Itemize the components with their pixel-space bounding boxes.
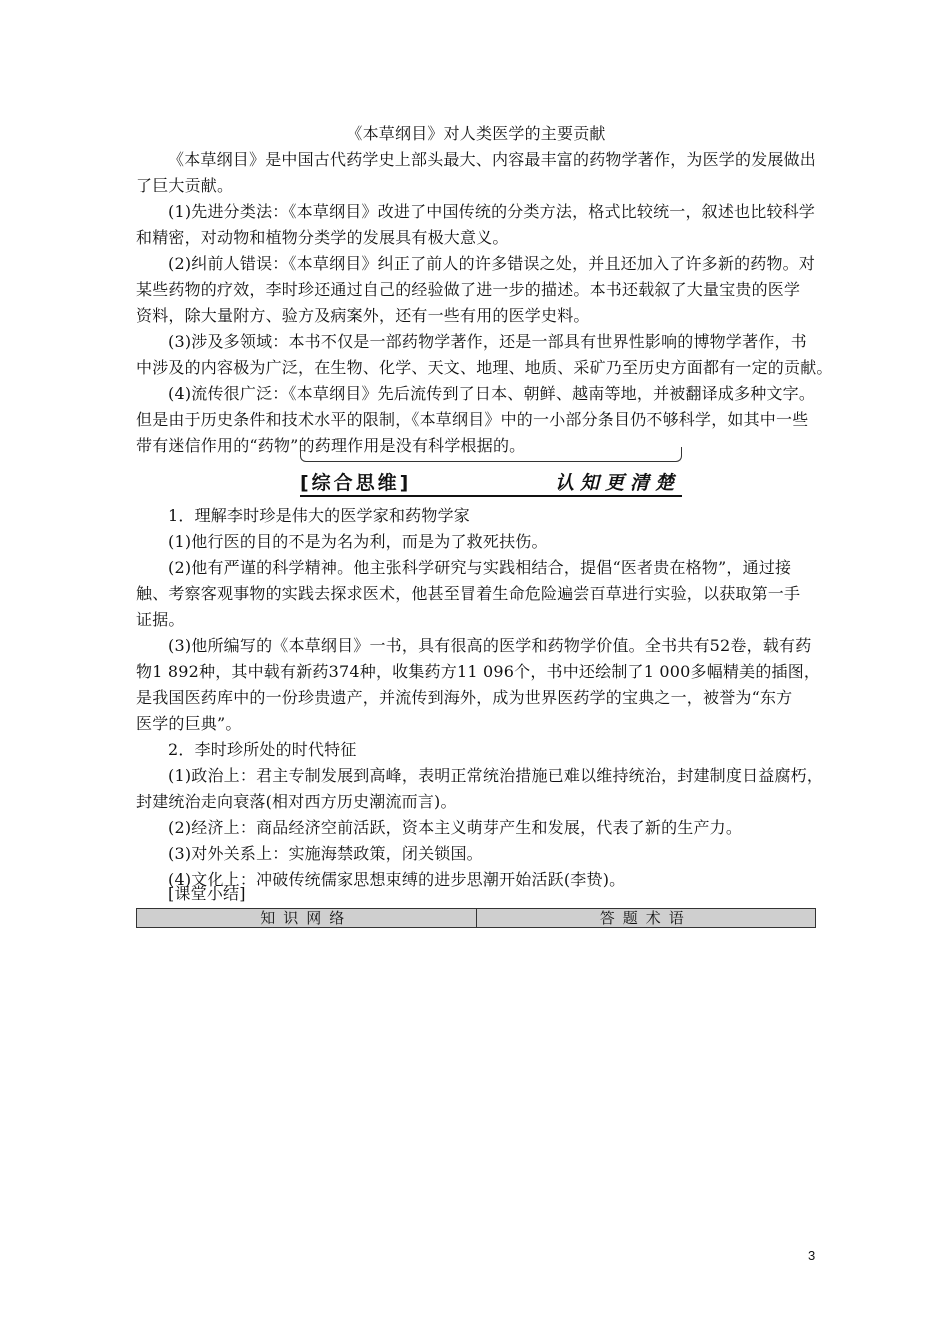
thinking-line: 证据。 <box>136 610 185 629</box>
banner-subheading: 认知更清楚 <box>554 472 680 494</box>
thinking-line: 触、考察客观事物的实践去探求医术，他甚至冒着生命危险遍尝百草进行实验，以获取第一手 <box>136 584 801 603</box>
summary-table <box>136 908 816 928</box>
thinking-line: 1．理解李时珍是伟大的医学家和药物学家 <box>168 506 470 525</box>
paragraph-line: 资料，除大量附方、验方及病案外，还有一些有用的医学史料。 <box>136 306 590 325</box>
thinking-line: 医学的巨典”。 <box>136 714 242 733</box>
banner-bracket <box>300 447 682 462</box>
paragraph-line: 但是由于历史条件和技术水平的限制，《本草纲目》中的一小部分条目仍不够科学，如其中一些 <box>136 410 809 429</box>
thinking-line: 封建统治走向衰落(相对西方历史潮流而言)。 <box>136 792 457 811</box>
thinking-line: (2)经济上：商品经济空前活跃，资本主义萌芽产生和发展，代表了新的生产力。 <box>168 818 743 837</box>
summary-col-knowledge-network: 知识网络 <box>260 909 353 927</box>
paragraph-line: 中涉及的内容极为广泛，在生物、化学、天文、地理、地质、采矿乃至历史方面都有一定的贡献。 <box>136 358 833 377</box>
paragraph-line: 《本草纲目》是中国古代药学史上部头最大、内容最丰富的药物学著作，为医学的发展做出 <box>168 150 817 169</box>
paragraph-line: 某些药物的疗效，李时珍还通过自己的经验做了进一步的描述。本书还载叙了大量宝贵的医学 <box>136 280 801 299</box>
paragraph-line: (3)涉及多领域：本书不仅是一部药物学著作，还是一部具有世界性影响的博物学著作，书 <box>168 332 807 351</box>
banner-underline <box>300 495 682 497</box>
thinking-line: (1)政治上：君主专制发展到高峰，表明正常统治措施已难以维持统治，封建制度日益腐朽， <box>168 766 824 785</box>
paragraph-line: (4)流传很广泛：《本草纲目》先后流传到了日本、朝鲜、越南等地，并被翻译成多种文字。 <box>168 384 816 403</box>
thinking-line: (3)对外关系上：实施海禁政策，闭关锁国。 <box>168 844 483 863</box>
thinking-line: (4)文化上：冲破传统儒家思想束缚的进步思潮开始活跃(李贽)。 <box>168 870 626 889</box>
thinking-line: (1)他行医的目的不是为名为利，而是为了救死扶伤。 <box>168 532 548 551</box>
thinking-line: 物1 892种，其中载有新药374种，收集药方11 096个，书中还绘制了1 000多幅精美的插图， <box>136 662 821 681</box>
section-banner <box>300 447 682 497</box>
thinking-line: 2．李时珍所处的时代特征 <box>168 740 357 759</box>
paragraph-line: 了巨大贡献。 <box>136 176 234 195</box>
thinking-line: (3)他所编写的《本草纲目》一书，具有很高的医学和药物学价值。全书共有52卷，载有药 <box>168 636 812 655</box>
thinking-line: 是我国医药库中的一份珍贵遗产，并流传到海外，成为世界医药学的宝典之一，被誉为“东方 <box>136 688 793 707</box>
section-title: 《本草纲目》对人类医学的主要贡献 <box>346 124 606 143</box>
summary-col-answer-terms: 答题术语 <box>476 909 816 927</box>
paragraph-line: (2)纠前人错误：《本草纲目》纠正了前人的许多错误之处，并且还加入了许多新的药物。对 <box>168 254 816 273</box>
paragraph-line: 带有迷信作用的“药物”的药理作用是没有科学根据的。 <box>136 436 526 455</box>
paragraph-line: 和精密，对动物和植物分类学的发展具有极大意义。 <box>136 228 509 247</box>
banner-heading: [综合思维] <box>300 472 412 494</box>
page-number: 3 <box>808 1248 816 1263</box>
thinking-line: (2)他有严谨的科学精神。他主张科学研究与实践相结合，提倡“医者贵在格物”，通过接 <box>168 558 792 577</box>
paragraph-line: (1)先进分类法：《本草纲目》改进了中国传统的分类方法，格式比较统一，叙述也比较科学 <box>168 202 816 221</box>
class-summary-label: [课堂小结] <box>168 884 246 903</box>
